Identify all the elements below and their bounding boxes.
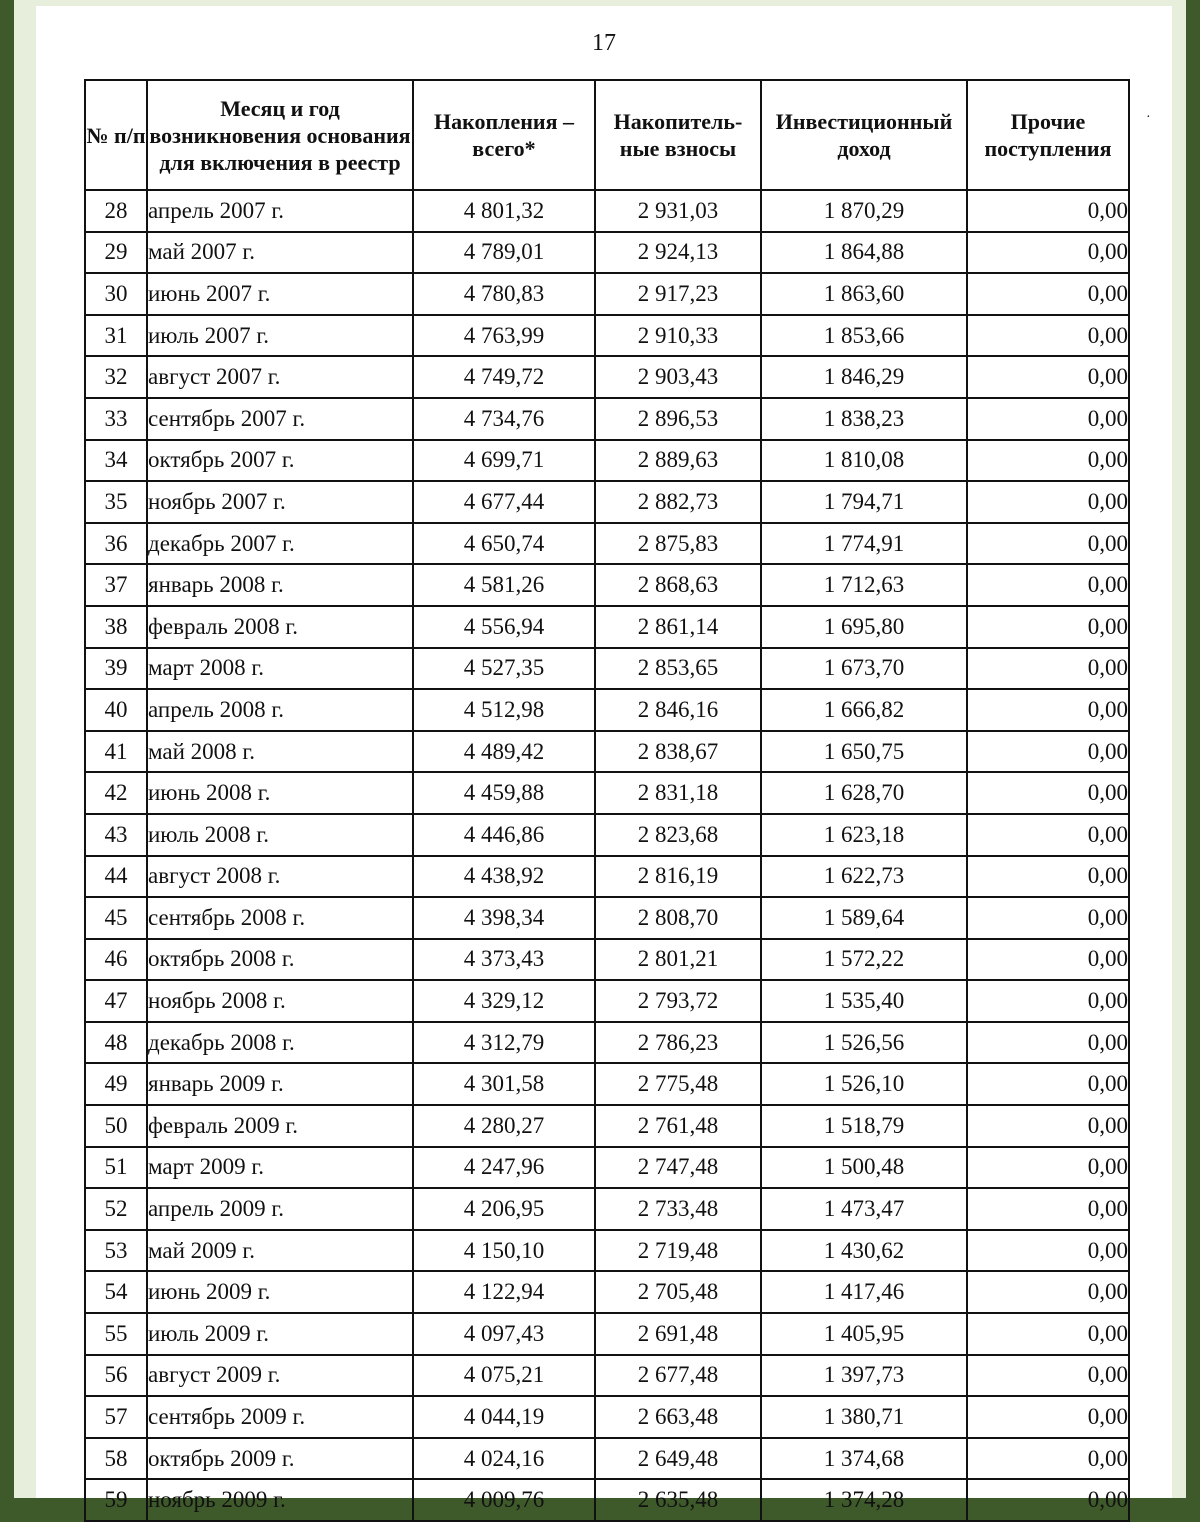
row-number: 35 [85,481,147,523]
row-month: август 2007 г. [147,356,413,398]
row-other: 0,00 [967,1396,1129,1438]
row-month: июль 2009 г. [147,1313,413,1355]
row-total: 4 398,34 [413,897,595,939]
row-month: октябрь 2008 г. [147,939,413,981]
row-number: 36 [85,523,147,565]
row-number: 43 [85,814,147,856]
table-row [85,1230,1129,1272]
row-contributions: 2 924,13 [595,232,761,274]
row-number: 56 [85,1355,147,1397]
row-income: 1 846,29 [761,356,967,398]
header-num: № п/п [85,80,147,190]
row-income: 1 374,28 [761,1479,967,1521]
row-number: 40 [85,689,147,731]
row-month: апрель 2007 г. [147,190,413,232]
table-row [85,1313,1129,1355]
row-month: сентябрь 2007 г. [147,398,413,440]
row-total: 4 280,27 [413,1105,595,1147]
row-income: 1 405,95 [761,1313,967,1355]
row-other: 0,00 [967,1438,1129,1480]
row-number: 48 [85,1022,147,1064]
row-month: июнь 2008 г. [147,772,413,814]
row-contributions: 2 635,48 [595,1479,761,1521]
row-income: 1 374,68 [761,1438,967,1480]
row-income: 1 535,40 [761,980,967,1022]
row-income: 1 572,22 [761,939,967,981]
row-other: 0,00 [967,939,1129,981]
header-other: Прочие поступления [967,80,1129,190]
row-other: 0,00 [967,315,1129,357]
table-row [85,190,1129,232]
row-number: 38 [85,606,147,648]
row-other: 0,00 [967,190,1129,232]
row-month: январь 2009 г. [147,1063,413,1105]
row-contributions: 2 861,14 [595,606,761,648]
page-number: 17 [592,30,616,56]
row-other: 0,00 [967,440,1129,482]
row-number: 28 [85,190,147,232]
row-contributions: 2 875,83 [595,523,761,565]
row-number: 42 [85,772,147,814]
row-income: 1 650,75 [761,731,967,773]
row-income: 1 853,66 [761,315,967,357]
row-income: 1 712,63 [761,564,967,606]
row-contributions: 2 846,16 [595,689,761,731]
row-month: март 2008 г. [147,648,413,690]
row-other: 0,00 [967,1355,1129,1397]
row-number: 59 [85,1479,147,1521]
header-income: Инвестиционный доход [761,80,967,190]
row-total: 4 699,71 [413,440,595,482]
row-number: 45 [85,897,147,939]
row-month: май 2008 г. [147,731,413,773]
table-row [85,856,1129,898]
table-row [85,1022,1129,1064]
row-contributions: 2 801,21 [595,939,761,981]
row-total: 4 301,58 [413,1063,595,1105]
row-contributions: 2 691,48 [595,1313,761,1355]
row-income: 1 838,23 [761,398,967,440]
row-total: 4 206,95 [413,1188,595,1230]
row-month: март 2009 г. [147,1147,413,1189]
row-income: 1 695,80 [761,606,967,648]
row-contributions: 2 747,48 [595,1147,761,1189]
table-row [85,315,1129,357]
row-income: 1 864,88 [761,232,967,274]
table-row [85,814,1129,856]
row-other: 0,00 [967,481,1129,523]
row-contributions: 2 816,19 [595,856,761,898]
table-body [85,190,1129,1521]
row-contributions: 2 677,48 [595,1355,761,1397]
row-other: 0,00 [967,1313,1129,1355]
row-month: январь 2008 г. [147,564,413,606]
row-month: май 2007 г. [147,232,413,274]
row-month: август 2009 г. [147,1355,413,1397]
row-month: февраль 2009 г. [147,1105,413,1147]
row-total: 4 247,96 [413,1147,595,1189]
row-other: 0,00 [967,980,1129,1022]
row-number: 31 [85,315,147,357]
stray-mark: · [1146,110,1151,125]
table-row [85,1271,1129,1313]
row-other: 0,00 [967,273,1129,315]
table-row [85,481,1129,523]
row-total: 4 373,43 [413,939,595,981]
row-income: 1 623,18 [761,814,967,856]
row-month: июль 2008 г. [147,814,413,856]
row-contributions: 2 882,73 [595,481,761,523]
table-row [85,564,1129,606]
row-contributions: 2 649,48 [595,1438,761,1480]
header-contributions: Накопитель-ные взносы [595,80,761,190]
row-income: 1 526,10 [761,1063,967,1105]
table-row [85,1063,1129,1105]
row-total: 4 122,94 [413,1271,595,1313]
table-row [85,440,1129,482]
row-total: 4 075,21 [413,1355,595,1397]
row-other: 0,00 [967,731,1129,773]
row-other: 0,00 [967,1105,1129,1147]
row-contributions: 2 663,48 [595,1396,761,1438]
row-number: 52 [85,1188,147,1230]
row-income: 1 863,60 [761,273,967,315]
row-income: 1 666,82 [761,689,967,731]
row-contributions: 2 931,03 [595,190,761,232]
row-total: 4 581,26 [413,564,595,606]
row-number: 51 [85,1147,147,1189]
row-income: 1 500,48 [761,1147,967,1189]
table-row [85,232,1129,274]
row-income: 1 473,47 [761,1188,967,1230]
row-month: август 2008 г. [147,856,413,898]
row-total: 4 489,42 [413,731,595,773]
row-income: 1 628,70 [761,772,967,814]
row-income: 1 622,73 [761,856,967,898]
row-number: 49 [85,1063,147,1105]
row-other: 0,00 [967,1147,1129,1189]
row-number: 34 [85,440,147,482]
row-number: 58 [85,1438,147,1480]
row-contributions: 2 910,33 [595,315,761,357]
row-other: 0,00 [967,1271,1129,1313]
row-contributions: 2 868,63 [595,564,761,606]
row-total: 4 329,12 [413,980,595,1022]
row-other: 0,00 [967,1479,1129,1521]
row-number: 50 [85,1105,147,1147]
header-month: Месяц и год возникновения основания для включения в реестр [147,80,413,190]
row-month: май 2009 г. [147,1230,413,1272]
register-table [84,79,1130,1522]
row-contributions: 2 733,48 [595,1188,761,1230]
row-total: 4 556,94 [413,606,595,648]
row-total: 4 734,76 [413,398,595,440]
document-page [36,6,1172,1513]
row-other: 0,00 [967,814,1129,856]
row-total: 4 097,43 [413,1313,595,1355]
row-month: сентябрь 2008 г. [147,897,413,939]
row-number: 53 [85,1230,147,1272]
row-month: сентябрь 2009 г. [147,1396,413,1438]
row-total: 4 763,99 [413,315,595,357]
row-total: 4 009,76 [413,1479,595,1521]
row-month: октябрь 2007 г. [147,440,413,482]
row-other: 0,00 [967,1022,1129,1064]
table-row [85,772,1129,814]
row-other: 0,00 [967,356,1129,398]
row-total: 4 780,83 [413,273,595,315]
row-month: октябрь 2009 г. [147,1438,413,1480]
row-number: 39 [85,648,147,690]
row-other: 0,00 [967,856,1129,898]
row-month: апрель 2008 г. [147,689,413,731]
row-total: 4 438,92 [413,856,595,898]
row-number: 55 [85,1313,147,1355]
row-total: 4 789,01 [413,232,595,274]
row-contributions: 2 719,48 [595,1230,761,1272]
table-row [85,980,1129,1022]
table-row [85,356,1129,398]
row-number: 44 [85,856,147,898]
row-month: апрель 2009 г. [147,1188,413,1230]
row-other: 0,00 [967,606,1129,648]
row-total: 4 650,74 [413,523,595,565]
table-row [85,1355,1129,1397]
table-row [85,939,1129,981]
table-row [85,1479,1129,1521]
row-month: июль 2007 г. [147,315,413,357]
row-income: 1 417,46 [761,1271,967,1313]
row-number: 30 [85,273,147,315]
row-contributions: 2 808,70 [595,897,761,939]
row-total: 4 527,35 [413,648,595,690]
row-contributions: 2 838,67 [595,731,761,773]
table-row [85,648,1129,690]
row-month: ноябрь 2009 г. [147,1479,413,1521]
row-income: 1 380,71 [761,1396,967,1438]
row-month: декабрь 2007 г. [147,523,413,565]
row-other: 0,00 [967,1230,1129,1272]
row-number: 57 [85,1396,147,1438]
row-contributions: 2 793,72 [595,980,761,1022]
row-income: 1 397,73 [761,1355,967,1397]
row-total: 4 024,16 [413,1438,595,1480]
row-other: 0,00 [967,232,1129,274]
row-total: 4 512,98 [413,689,595,731]
row-contributions: 2 853,65 [595,648,761,690]
table-row [85,1396,1129,1438]
row-number: 47 [85,980,147,1022]
row-number: 32 [85,356,147,398]
row-number: 37 [85,564,147,606]
row-contributions: 2 705,48 [595,1271,761,1313]
row-total: 4 677,44 [413,481,595,523]
row-number: 33 [85,398,147,440]
row-income: 1 794,71 [761,481,967,523]
row-month: ноябрь 2007 г. [147,481,413,523]
row-month: февраль 2008 г. [147,606,413,648]
row-other: 0,00 [967,689,1129,731]
row-other: 0,00 [967,897,1129,939]
row-total: 4 044,19 [413,1396,595,1438]
row-other: 0,00 [967,648,1129,690]
row-income: 1 810,08 [761,440,967,482]
page-frame [14,0,1186,1513]
row-month: июнь 2009 г. [147,1271,413,1313]
row-contributions: 2 896,53 [595,398,761,440]
row-number: 46 [85,939,147,981]
row-income: 1 774,91 [761,523,967,565]
row-contributions: 2 823,68 [595,814,761,856]
row-income: 1 673,70 [761,648,967,690]
table-row [85,398,1129,440]
row-month: декабрь 2008 г. [147,1022,413,1064]
table-row [85,1147,1129,1189]
row-other: 0,00 [967,1063,1129,1105]
table-row [85,523,1129,565]
row-month: июнь 2007 г. [147,273,413,315]
table-row [85,273,1129,315]
table-row [85,1188,1129,1230]
row-other: 0,00 [967,523,1129,565]
table-row [85,606,1129,648]
row-total: 4 749,72 [413,356,595,398]
row-total: 4 446,86 [413,814,595,856]
row-contributions: 2 761,48 [595,1105,761,1147]
row-number: 54 [85,1271,147,1313]
row-contributions: 2 917,23 [595,273,761,315]
row-income: 1 526,56 [761,1022,967,1064]
row-total: 4 801,32 [413,190,595,232]
row-month: ноябрь 2008 г. [147,980,413,1022]
table-header-row [85,80,1129,190]
row-income: 1 870,29 [761,190,967,232]
row-income: 1 430,62 [761,1230,967,1272]
row-contributions: 2 786,23 [595,1022,761,1064]
table-row [85,1438,1129,1480]
row-total: 4 150,10 [413,1230,595,1272]
table-row [85,897,1129,939]
table-row [85,1105,1129,1147]
table-row [85,731,1129,773]
table-row [85,689,1129,731]
row-income: 1 518,79 [761,1105,967,1147]
row-contributions: 2 903,43 [595,356,761,398]
row-contributions: 2 775,48 [595,1063,761,1105]
row-contributions: 2 889,63 [595,440,761,482]
row-total: 4 312,79 [413,1022,595,1064]
row-income: 1 589,64 [761,897,967,939]
row-other: 0,00 [967,1188,1129,1230]
row-contributions: 2 831,18 [595,772,761,814]
header-total: Накопления – всего* [413,80,595,190]
row-number: 29 [85,232,147,274]
row-number: 41 [85,731,147,773]
row-other: 0,00 [967,772,1129,814]
row-other: 0,00 [967,398,1129,440]
row-other: 0,00 [967,564,1129,606]
row-total: 4 459,88 [413,772,595,814]
